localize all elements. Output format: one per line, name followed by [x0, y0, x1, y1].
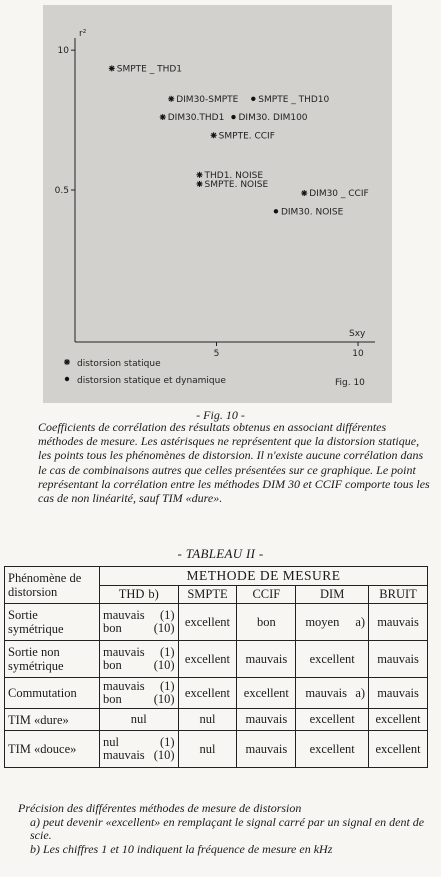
cell-value: bon [103, 658, 122, 672]
table-cell [369, 604, 428, 641]
point-label: DIM30. NOISE [280, 207, 344, 218]
cell-value: nul [103, 734, 119, 749]
legend-label: distorsion statique [77, 359, 161, 369]
note-b: b) Les chiffres 1 et 10 indiquent la fréquence de mesure en kHz [30, 841, 333, 856]
notes-title: Précision des différentes méthodes de mesure de distorsion [18, 801, 302, 815]
cell-value: excellent [309, 651, 355, 666]
data-point-asterisk [168, 96, 174, 102]
cell-value: excellent [309, 712, 355, 726]
table-cell [100, 604, 179, 641]
y-tick-label: 0.5 [54, 186, 69, 196]
column-label: BRUIT [379, 587, 417, 601]
table-cell [369, 641, 428, 678]
table-cell [296, 604, 369, 641]
cell-note: a) [355, 685, 366, 700]
table-row [5, 604, 428, 641]
cell-line [103, 609, 175, 623]
cell-note: (1) [159, 644, 175, 659]
cell-value: mauvais [103, 678, 145, 693]
data-point-asterisk [109, 65, 115, 71]
table-cell [178, 604, 237, 641]
cell-note: a) [355, 614, 366, 629]
scatter-plot [43, 5, 392, 403]
point-label: THD1. NOISE [204, 170, 264, 181]
group-header: METHODE DE MESURE [100, 567, 428, 586]
cell-value: mauvais [103, 748, 145, 762]
legend-label: distorsion statique et dynamique [77, 376, 226, 386]
table-cell [296, 731, 369, 768]
figure-number-label: Fig. 10 [335, 378, 365, 388]
column-header-bruit [369, 586, 428, 604]
cell-line [103, 749, 175, 763]
column-header-dim [296, 586, 369, 604]
cell-value: excellent [309, 741, 355, 756]
table-cell [237, 641, 296, 678]
table-cell [296, 678, 369, 709]
point-label: SMPTE _ THD1 [116, 64, 183, 75]
cell-value: mauvais [377, 685, 419, 700]
cell-value: bon [256, 614, 276, 629]
point-label: DIM30.THD1 [167, 113, 225, 124]
cell-note: (10) [153, 692, 175, 706]
cell-value: mauvais [377, 651, 419, 666]
cell-note: (1) [159, 607, 175, 622]
point-label: SMPTE _ THD10 [258, 94, 330, 105]
column-label: THD [118, 587, 145, 601]
cell-value: nul [130, 712, 147, 726]
table-cell [100, 641, 179, 678]
cell-line [103, 736, 175, 750]
column-label: CCIF [252, 587, 281, 601]
table-cell [369, 709, 428, 731]
row-label: Sortie symétrique [5, 604, 100, 641]
figure-10 [43, 5, 392, 403]
row-label: Sortie non symétrique [5, 641, 100, 678]
table-title: - TABLEAU II - [177, 546, 264, 561]
cell-value: excellent [184, 685, 231, 700]
cell-note: (1) [159, 678, 175, 693]
point-label: DIM30-SMPTE [176, 94, 239, 105]
cell-note: (1) [159, 734, 175, 749]
table-header-row [5, 567, 428, 586]
table-cell [178, 709, 237, 731]
cell-value: mauvais [245, 741, 288, 756]
measurement-methods-table [4, 566, 428, 768]
cell-line [103, 680, 175, 694]
row-label: Commutation [5, 678, 100, 709]
data-point-asterisk [211, 132, 217, 138]
row-label: TIM «douce» [5, 731, 100, 768]
table-cell [237, 709, 296, 731]
x-tick-label: 5 [213, 349, 220, 359]
table-cell [237, 604, 296, 641]
column-label: SMPTE [187, 587, 228, 601]
table-cell [296, 641, 369, 678]
data-point-dot [251, 97, 255, 101]
cell-value: excellent [243, 685, 289, 700]
cell-value: moyen [305, 614, 340, 629]
cell-value: bon [103, 692, 122, 706]
table-row [5, 678, 428, 709]
table-cell [178, 678, 237, 709]
cell-note: (10) [153, 621, 175, 635]
cell-value: bon [103, 621, 122, 635]
table-cell [369, 678, 428, 709]
cell-line [103, 646, 175, 660]
cell-value: mauvais [245, 651, 288, 666]
point-label: SMPTE. CCIF [218, 131, 275, 142]
row-label: TIM «dure» [5, 709, 100, 731]
table-cell [237, 731, 296, 768]
cell-line [103, 659, 175, 673]
column-note: b) [148, 587, 159, 601]
data-point-asterisk [160, 114, 166, 120]
table-cell [100, 709, 179, 731]
cell-value: nul [199, 741, 216, 756]
point-label: DIM30. DIM100 [238, 113, 308, 124]
cell-note: (10) [153, 658, 175, 672]
data-point-asterisk [197, 172, 203, 178]
table-cell [178, 641, 237, 678]
cell-value: mauvais [305, 685, 347, 700]
cell-value: nul [199, 712, 216, 726]
point-label: SMPTE. NOISE [204, 179, 269, 190]
table-notes [18, 802, 433, 856]
data-point-asterisk [301, 190, 307, 196]
legend-marker-dot [65, 377, 69, 381]
cell-line [103, 693, 175, 707]
data-point-dot [274, 209, 278, 213]
data-point-dot [231, 115, 235, 119]
column-header-thd [100, 586, 179, 604]
point-label: DIM30 _ CCIF [309, 189, 369, 200]
column-label: DIM [320, 587, 345, 601]
y-tick-label: 10 [57, 46, 69, 57]
x-tick-label: 10 [352, 349, 364, 359]
cell-value: excellent [375, 712, 421, 726]
y-axis-label: r² [79, 29, 87, 39]
cell-value: mauvais [103, 607, 145, 622]
cell-line [103, 622, 175, 636]
data-point-asterisk [197, 181, 203, 187]
column-header-ccif [237, 586, 296, 604]
cell-value: mauvais [103, 644, 145, 659]
table-cell [100, 678, 179, 709]
table-row [5, 709, 428, 731]
table-cell [178, 731, 237, 768]
corner-label: Phénomène de distorsion [8, 571, 82, 599]
figure-caption-text: Coefficients de corrélation des résultats obtenus en associant différentes méthodes de mesure. Les astérisques ne représentent que la distorsion statique, les points tous les phénomènes de distorsion. Il n'existe aucune corrélation dans le cas de combinaisons autres que celles présentées sur ce graphique. Le point représentant la corrélation entre les méthodes DIM 30 et CCIF comporte tous les cas de non linéarité, sauf TIM «dure». [38, 420, 430, 506]
table-cell [100, 731, 179, 768]
cell-value: excellent [184, 614, 231, 629]
table-row [5, 731, 428, 768]
x-axis-label: Sxy [349, 329, 366, 339]
cell-value: mauvais [245, 712, 288, 726]
table-corner-header [5, 567, 100, 604]
table-row [5, 641, 428, 678]
cell-value: excellent [184, 651, 231, 666]
column-header-smpte [178, 586, 237, 604]
figure-caption-title: - Fig. 10 - [196, 408, 245, 422]
note-a: a) peut devenir «excellent» en remplaçant le signal carré par un signal en dent de scie. [30, 814, 425, 842]
cell-value: excellent [375, 741, 421, 756]
legend-marker-asterisk [64, 359, 70, 365]
table-cell [296, 709, 369, 731]
cell-note: (10) [153, 748, 175, 762]
cell-value: mauvais [377, 614, 419, 629]
table-cell [369, 731, 428, 768]
table-cell [237, 678, 296, 709]
